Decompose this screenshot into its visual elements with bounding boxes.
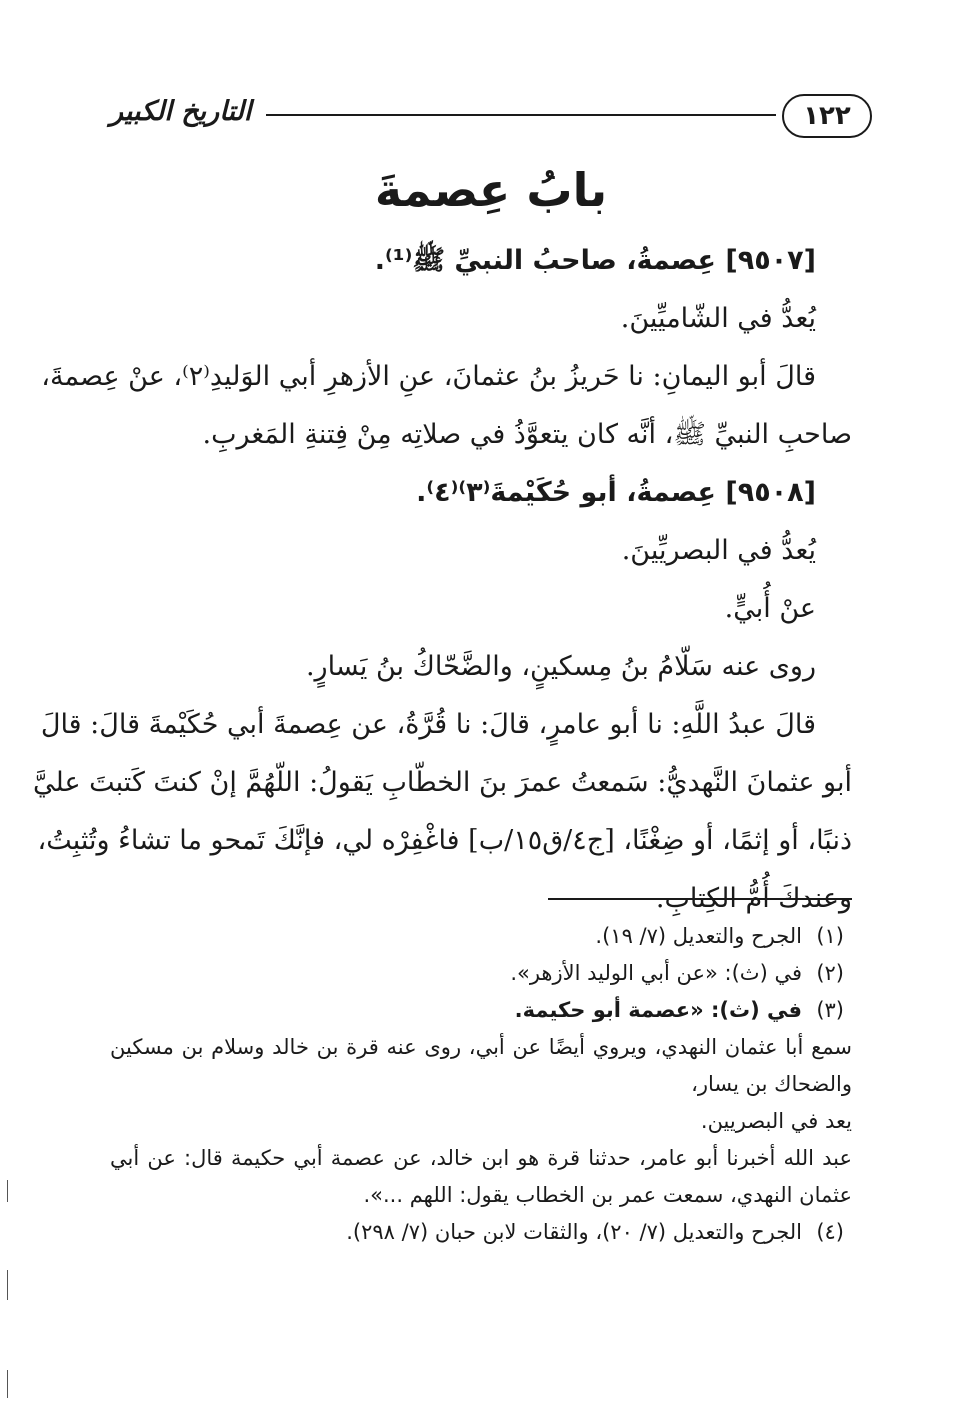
chapter-title: بابُ عِصمةَ [374, 163, 608, 217]
scan-mark [7, 1370, 8, 1398]
footnote-number: (٢) [816, 961, 844, 985]
scan-mark [7, 1270, 8, 1300]
text-line: قالَ أبو اليمانِ: نا حَريزُ بنُ عثمانَ، عنِ الأزهرِ أبي الوَليدِ⁽٢⁾، عنْ عِصمةَ، [41, 361, 816, 392]
text-line: وعندكَ أُمُّ الكِتابِ. [655, 883, 852, 914]
text-line: صاحبِ النبيِّ ﷺ، أنَّه كان يتعوَّذُ في صلاتِه مِنْ فِتنةِ المَغربِ. [202, 419, 852, 450]
footnote-text: الجرح والتعديل (٧/ ٢٠)، والثقات لابن حبان (٧/ ٢٩٨). [346, 1220, 802, 1244]
footnote-continuation: سمع أبا عثمان النهدي، ويروي أيضًا عن أبي، روى عنه قرة بن خالد وسلام بن مسكين [110, 1035, 852, 1059]
entry-heading-9508: [٩٥٠٨] عِصمةُ، أبو حُكَيْمةَ⁽٣⁾⁽٤⁾. [416, 477, 816, 508]
text-line: ذنبًا، أو إثمًا، أو ضِغْنًا، [ج٤/ق١٥/ب] فاغْفِرْه لي، فإنَّكَ تَمحو ما تشاءُ وتُثبِتُ، [37, 825, 852, 856]
text-line: يُعدُّ في الشّاميِّينَ. [620, 303, 816, 334]
page-number: ١٢٢ [782, 94, 872, 138]
footnote-number: (١) [816, 924, 844, 948]
footnote [110, 955, 852, 992]
footnote [110, 918, 852, 955]
footnote-continuation: يعد في البصريين. [700, 1109, 852, 1133]
text-line: عنْ أُبيٍّ. [724, 593, 816, 624]
footnote-number: (٣) [816, 998, 844, 1022]
footnote [110, 992, 852, 1029]
text-line: قالَ عبدُ اللَّهِ: نا أبو عامرٍ، قالَ: نا قُرَّةُ، عن عِصمةَ أبي حُكَيْمةَ قالَ: قالَ [40, 709, 816, 740]
scan-mark [7, 1180, 8, 1202]
footnote-text: في (ث): «عن أبي الوليد الأزهر». [510, 961, 802, 985]
footnote-separator [548, 898, 852, 900]
footnote-continuation: عبد الله أخبرنا أبو عامر، حدثنا قرة هو ابن خالد، عن عصمة أبي حكيمة قال: عن أبي [110, 1146, 852, 1170]
footnote-text: الجرح والتعديل (٧/ ١٩). [595, 924, 802, 948]
entry-heading-9507: [٩٥٠٧] عِصمةُ، صاحبُ النبيِّ ﷺ⁽¹⁾. [374, 245, 816, 276]
footnote-continuation: عثمان النهدي، سمعت عمر بن الخطاب يقول: اللهم ...». [363, 1183, 852, 1207]
text-line: يُعدُّ في البصريِّينَ. [621, 535, 816, 566]
main-text [33, 232, 852, 928]
footnote [110, 1214, 852, 1251]
running-header [110, 88, 872, 148]
header-rule [266, 114, 776, 116]
footnote-text: في (ث): «عصمة أبو حكيمة. [514, 998, 802, 1022]
footnote-number: (٤) [816, 1220, 844, 1244]
text-line: أبو عثمانَ النَّهديُّ: سَمعتُ عمرَ بنَ الخطّابِ يَقولُ: اللّهُمَّ إنْ كنتَ كَتبتَ عليَّ [33, 767, 852, 798]
book-title: التاريخ الكبير [110, 96, 252, 127]
text-line: روى عنه سَلّامُ بنُ مِسكينٍ، والضَّحّاكُ بنُ يَسارٍ. [305, 651, 816, 682]
footnotes [110, 918, 852, 1251]
footnote-continuation: والضحاك بن يسار، [691, 1072, 852, 1096]
